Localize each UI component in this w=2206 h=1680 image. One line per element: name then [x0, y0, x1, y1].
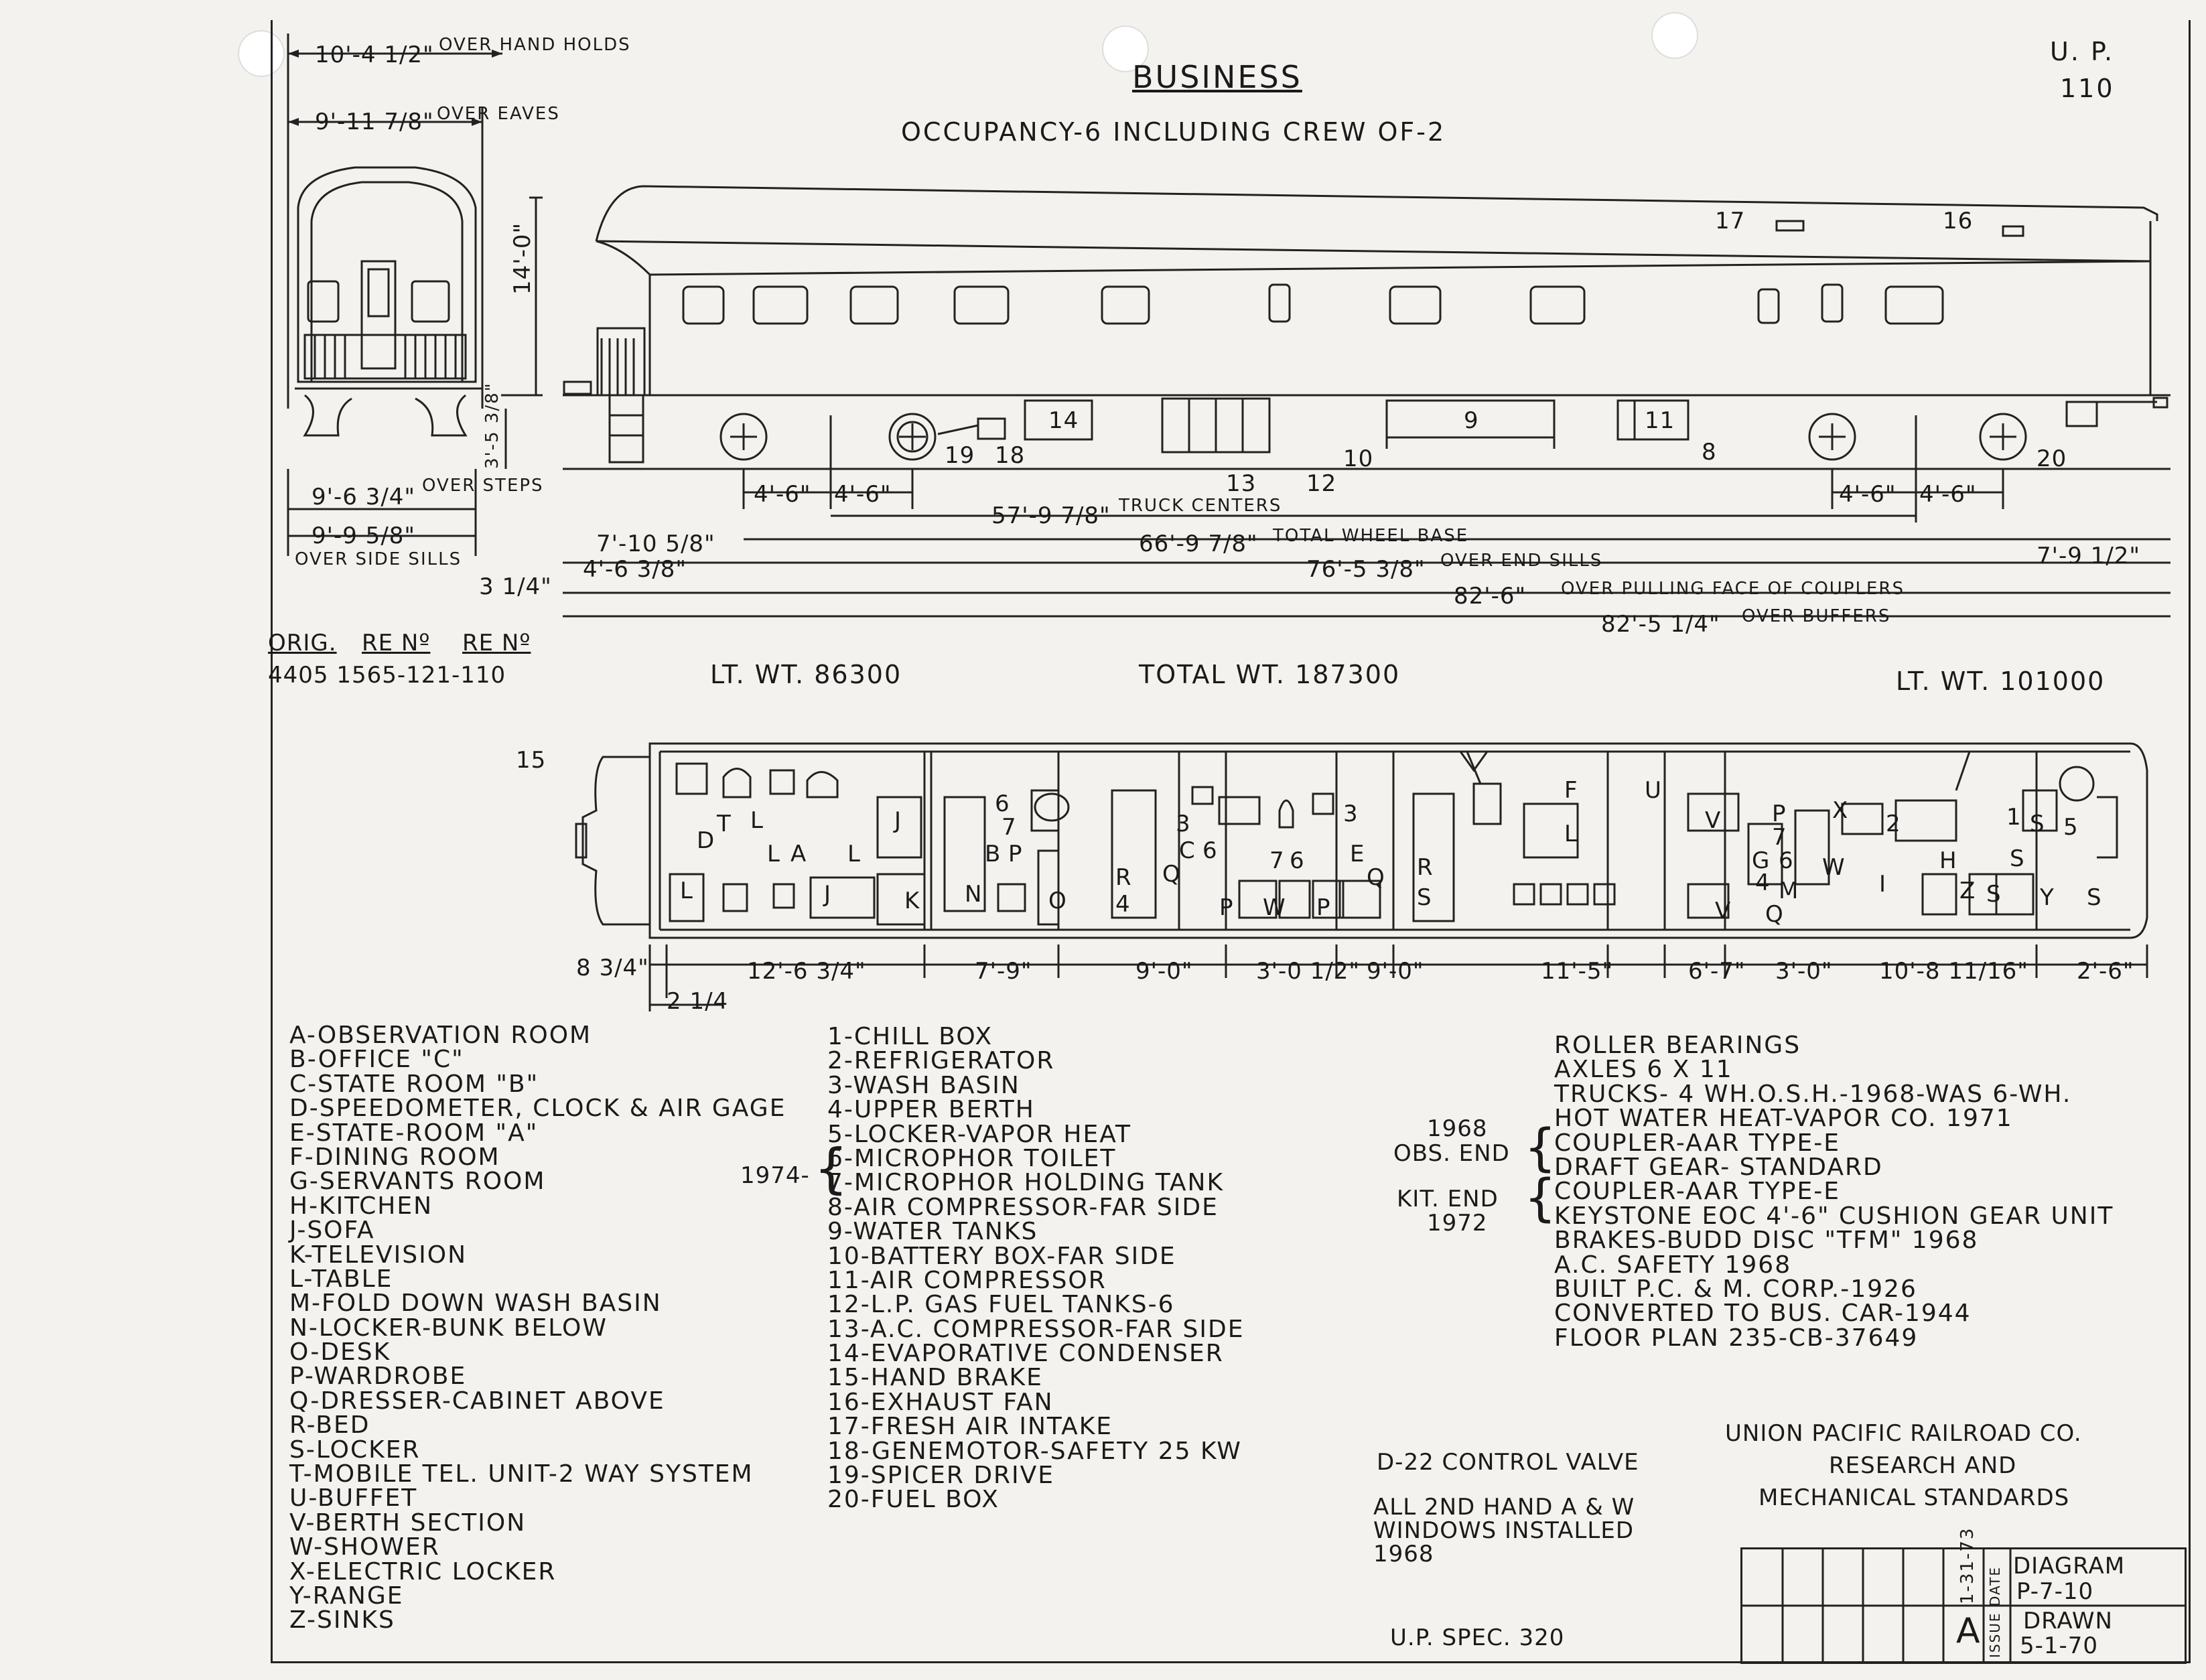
orig-number-label: ORIG.	[268, 630, 337, 656]
spec-item: FLOOR PLAN 235-CB-37649	[1554, 1324, 1919, 1352]
plan-letter-O: O	[1048, 888, 1067, 914]
spec-item: DRAFT GEAR- STANDARD	[1554, 1153, 1883, 1181]
over-eaves-label: OVER EAVES	[437, 104, 560, 124]
company-dept-2: MECHANICAL STANDARDS	[1759, 1484, 2070, 1511]
callout-10: 10	[1343, 445, 1374, 472]
plan-letter-R: R	[1115, 864, 1132, 891]
plan-dim-8: 3'-0"	[1775, 958, 1833, 985]
obs-end-brace: {	[1524, 1117, 1557, 1177]
over-side-sills-label: OVER SIDE SILLS	[295, 549, 462, 569]
plan-letter-P2: P	[1219, 894, 1234, 921]
plan-letter-S3: S	[2010, 845, 2025, 872]
plan-letter-Y: Y	[2040, 884, 2055, 911]
wheel-spacing-b2: 4'-6"	[1919, 481, 1977, 508]
legend-letter-item: E-STATE-ROOM "A"	[289, 1119, 539, 1147]
over-eaves-dim: 9'-11 7/8"	[315, 109, 434, 135]
total-weight: TOTAL WT. 187300	[1139, 660, 1401, 689]
car-height-dim: 14'-0"	[509, 222, 536, 295]
legend-number-item: 14-EVAPORATIVE CONDENSER	[827, 1340, 1224, 1368]
light-weight-right: LT. WT. 101000	[1896, 667, 2106, 696]
plan-letter-J: J	[824, 881, 832, 908]
legend-letter-item: K-TELEVISION	[289, 1241, 468, 1269]
plan-dim-6: 11'-5"	[1541, 958, 1614, 985]
callout-12: 12	[1306, 470, 1337, 497]
plan-letter-X: X	[1832, 797, 1849, 824]
legend-letter-item: Y-RANGE	[289, 1582, 404, 1610]
plan-letter-L2: L	[1564, 821, 1578, 847]
plan-letter-A: A	[790, 841, 807, 867]
plan-letter-G: G	[1752, 847, 1771, 874]
callout-9: 9	[1464, 407, 1479, 434]
road-name: U. P.	[2050, 37, 2115, 66]
legend-letter-item: P-WARDROBE	[289, 1362, 467, 1391]
legend-letter-item: Q-DRESSER-CABINET ABOVE	[289, 1387, 665, 1415]
over-end-sills-label: OVER END SILLS	[1440, 551, 1603, 571]
legend-letter-item: V-BERTH SECTION	[289, 1509, 527, 1537]
plan-number-2: 2	[1886, 811, 1901, 837]
wheel-spacing-a1: 4'-6"	[754, 481, 811, 508]
plan-dim-1: 12'-6 3/4"	[747, 958, 866, 985]
spec-number: U.P. SPEC. 320	[1390, 1624, 1565, 1651]
plan-letter-S5: S	[2087, 884, 2102, 911]
plan-letter-K: K	[904, 888, 920, 914]
legend-number-item: 17-FRESH AIR INTAKE	[827, 1413, 1113, 1441]
legend-letter-item: G-SERVANTS ROOM	[289, 1168, 546, 1196]
callout-18: 18	[995, 442, 1026, 469]
over-buffers-dim: 82'-5 1/4"	[1601, 611, 1720, 638]
left-small-dim: 3 1/4"	[479, 573, 552, 600]
legend-number-item: 4-UPPER BERTH	[827, 1096, 1035, 1124]
company-dept-1: RESEARCH AND	[1829, 1452, 2017, 1479]
control-valve-note: D-22 CONTROL VALVE	[1377, 1449, 1639, 1476]
plan-number-4b: 4	[1755, 869, 1771, 896]
spec-list	[1554, 1034, 2114, 1350]
legend-letter-item: U-BUFFET	[289, 1484, 418, 1513]
legend-number-item: 11-AIR COMPRESSOR	[827, 1266, 1107, 1294]
callout-8: 8	[1702, 439, 1717, 466]
occupancy-note: OCCUPANCY-6 INCLUDING CREW OF-2	[901, 117, 1446, 147]
spec-item: COUPLER-AAR TYPE-E	[1554, 1178, 1840, 1206]
left-overhang-1: 7'-10 5/8"	[596, 531, 715, 557]
legend-number-item: 15-HAND BRAKE	[827, 1364, 1043, 1392]
plan-number-3: 3	[1176, 811, 1191, 837]
over-end-sills-dim: 76'-5 3/8"	[1306, 556, 1426, 583]
callout-16: 16	[1943, 208, 1974, 234]
legend-number-item: 12-L.P. GAS FUEL TANKS-6	[827, 1291, 1175, 1319]
plan-letter-J: J	[894, 807, 902, 834]
legend-number-item: 10-BATTERY BOX-FAR SIDE	[827, 1242, 1176, 1270]
legend-number-item: 20-FUEL BOX	[827, 1486, 999, 1514]
over-hand-holds-label: OVER HAND HOLDS	[439, 35, 631, 55]
legend-number-item: 7-MICROPHOR HOLDING TANK	[827, 1169, 1225, 1197]
plan-dim-5: 9'-0"	[1367, 958, 1424, 985]
plan-letter-D: D	[697, 827, 715, 854]
callout-11: 11	[1645, 407, 1675, 434]
obs-end-label: OBS. END	[1393, 1140, 1510, 1167]
legend-letter-item: C-STATE ROOM "B"	[289, 1070, 539, 1098]
issue-letter: A	[1956, 1611, 1980, 1651]
issue-date-label: ISSUE DATE	[1987, 1566, 2003, 1658]
right-overhang-dim: 7'-9 1/2"	[2037, 543, 2141, 569]
plan-number-4: 4	[1115, 891, 1131, 918]
legend-number-item: 18-GENEMOTOR-SAFETY 25 KW	[827, 1437, 1242, 1465]
legend-letter-item: X-ELECTRIC LOCKER	[289, 1557, 557, 1586]
plan-letter-I: I	[1879, 871, 1887, 898]
plan-dim-7: 6'-7"	[1688, 958, 1746, 985]
diagram-title: BUSINESS	[1132, 59, 1302, 95]
plan-letter-S: S	[1417, 884, 1432, 911]
light-weight-left: LT. WT. 86300	[710, 660, 902, 689]
plan-letter-F: F	[1564, 777, 1578, 804]
legend-letters	[289, 1024, 786, 1633]
plan-dim-9: 10'-8 11/16"	[1879, 958, 2028, 985]
plan-letter-L: L	[750, 807, 764, 834]
callout-19: 19	[945, 442, 975, 469]
callout-13: 13	[1226, 470, 1257, 497]
plan-number-7b: 7	[1269, 847, 1285, 874]
plan-number-6c: 6	[1290, 847, 1305, 874]
spec-item: KEYSTONE EOC 4'-6" CUSHION GEAR UNIT	[1554, 1202, 2114, 1230]
plan-letter-S2: S	[2030, 811, 2045, 837]
legend-number-item: 8-AIR COMPRESSOR-FAR SIDE	[827, 1193, 1219, 1221]
plan-letter-L: L	[847, 841, 861, 867]
diagram-label: DIAGRAM	[2013, 1553, 2126, 1580]
plan-letter-B: B	[985, 841, 1002, 867]
plan-letter-C: C	[1179, 837, 1196, 864]
legend-number-item: 5-LOCKER-VAPOR HEAT	[827, 1120, 1132, 1148]
kit-end-label: KIT. END	[1397, 1186, 1499, 1212]
spec-item: AXLES 6 X 11	[1554, 1056, 1733, 1084]
plan-letter-Q: Q	[1162, 861, 1181, 888]
legend-letter-item: M-FOLD DOWN WASH BASIN	[289, 1289, 662, 1318]
plan-letter-P4: P	[1772, 800, 1787, 827]
legend-letter-item: S-LOCKER	[289, 1436, 421, 1464]
plan-dim-10: 2'-6"	[2077, 958, 2134, 985]
callout-20: 20	[2037, 445, 2067, 472]
windows-note-2: WINDOWS INSTALLED	[1373, 1517, 1635, 1544]
legend-letter-item: H-KITCHEN	[289, 1192, 433, 1220]
over-hand-holds-dim: 10'-4 1/2"	[315, 42, 434, 68]
diagram-number: P-7-10	[2016, 1578, 2094, 1605]
plan-number-6: 6	[995, 790, 1010, 817]
over-couplers-dim: 82'-6"	[1454, 583, 1527, 610]
spec-item: A.C. SAFETY 1968	[1554, 1251, 1792, 1279]
drawn-date: 5-1-70	[2020, 1632, 2099, 1659]
plan-letter-U: U	[1645, 777, 1662, 804]
plan-letter-W2: W	[1822, 854, 1846, 881]
legend-1974-brace: {	[814, 1137, 848, 1200]
spec-item: CONVERTED TO BUS. CAR-1944	[1554, 1300, 1972, 1328]
plan-number-6d: 6	[1779, 847, 1794, 874]
issue-date: 1-31-73	[1957, 1527, 1978, 1604]
plan-dim-3: 9'-0"	[1135, 958, 1193, 985]
callout-14: 14	[1048, 407, 1079, 434]
plan-letter-Q2: Q	[1367, 864, 1385, 891]
plan-letter-E: E	[1350, 841, 1365, 867]
legend-letter-item: B-OFFICE "C"	[289, 1046, 464, 1074]
wheel-spacing-b1: 4'-6"	[1839, 481, 1897, 508]
over-steps-label: OVER STEPS	[422, 476, 544, 496]
plan-dim-2: 7'-9"	[975, 958, 1032, 985]
over-couplers-label: OVER PULLING FACE OF COUPLERS	[1561, 579, 1905, 599]
legend-letter-item: D-SPEEDOMETER, CLOCK & AIR GAGE	[289, 1095, 786, 1123]
drawn-label: DRAWN	[2023, 1608, 2113, 1634]
company-name: UNION PACIFIC RAILROAD CO.	[1725, 1420, 2082, 1447]
truck-centers-label: TRUCK CENTERS	[1119, 496, 1282, 516]
legend-letter-item: T-MOBILE TEL. UNIT-2 WAY SYSTEM	[289, 1460, 754, 1488]
plan-letter-V2: V	[1715, 898, 1732, 924]
plan-number-6b: 6	[1202, 837, 1218, 864]
legend-letter-item: L-TABLE	[289, 1265, 393, 1293]
car-number: 110	[2060, 74, 2115, 103]
legend-letter-item: R-BED	[289, 1411, 370, 1440]
plan-number-3b: 3	[1343, 800, 1359, 827]
over-steps-dim: 9'-6 3/4"	[312, 484, 416, 510]
over-buffers-label: OVER BUFFERS	[1742, 606, 1891, 626]
plan-number-5: 5	[2063, 814, 2079, 841]
plan-dim-small: 2 1/4	[667, 988, 729, 1015]
windows-note-1: ALL 2ND HAND A & W	[1373, 1494, 1635, 1521]
plan-letter-P: P	[1008, 841, 1023, 867]
plan-letter-L: L	[680, 878, 693, 904]
spec-item: BUILT P.C. & M. CORP.-1926	[1554, 1275, 1917, 1303]
total-wheel-base-dim: 66'-9 7/8"	[1139, 531, 1258, 557]
kit-end-brace: {	[1524, 1168, 1557, 1227]
truck-centers-dim: 57'-9 7/8"	[991, 502, 1111, 529]
spec-item: COUPLER-AAR TYPE-E	[1554, 1129, 1840, 1157]
callout-17: 17	[1715, 208, 1746, 234]
legend-number-item: 1-CHILL BOX	[827, 1023, 993, 1050]
over-side-sills-dim: 9'-9 5/8"	[312, 522, 416, 549]
legend-number-item: 13-A.C. COMPRESSOR-FAR SIDE	[827, 1315, 1245, 1343]
legend-1974-bracket-label: 1974-	[740, 1162, 810, 1189]
plan-letter-N: N	[965, 881, 983, 908]
re-number-label-2: RE Nº	[462, 630, 531, 656]
legend-number-item: 6-MICROPHOR TOILET	[827, 1144, 1117, 1172]
legend-letter-item: O-DESK	[289, 1338, 391, 1367]
legend-number-item: 2-REFRIGERATOR	[827, 1047, 1055, 1075]
windows-note-3: 1968	[1373, 1541, 1434, 1567]
car-number-history: 4405 1565-121-110	[268, 662, 506, 689]
plan-letter-V: V	[1705, 807, 1722, 834]
legend-letter-item: W-SHOWER	[289, 1533, 440, 1561]
legend-number-item: 3-WASH BASIN	[827, 1071, 1020, 1099]
plan-number-7: 7	[1002, 814, 1017, 841]
total-wheel-base-label: TOTAL WHEEL BASE	[1273, 526, 1469, 546]
plan-letter-Q3: Q	[1765, 901, 1784, 928]
legend-letter-item: J-SOFA	[289, 1216, 375, 1245]
side-elevation-drawing	[549, 174, 2184, 656]
legend-numbers	[827, 1025, 1244, 1513]
legend-number-item: 9-WATER TANKS	[827, 1218, 1038, 1246]
plan-number-7c: 7	[1772, 824, 1787, 851]
plan-letter-S4: S	[1986, 881, 2002, 908]
plan-letter-P3: P	[1316, 894, 1331, 921]
re-number-label-1: RE Nº	[362, 630, 431, 656]
plan-letter-R2: R	[1417, 854, 1434, 881]
legend-letter-item: N-LOCKER-BUNK BELOW	[289, 1314, 608, 1342]
spec-item: HOT WATER HEAT-VAPOR CO. 1971	[1554, 1105, 2013, 1133]
spec-item: ROLLER BEARINGS	[1554, 1032, 1801, 1059]
plan-letter-Z: Z	[1959, 878, 1976, 904]
plan-letter-L: L	[767, 841, 780, 867]
kit-end-year: 1972	[1427, 1210, 1488, 1237]
legend-number-item: 16-EXHAUST FAN	[827, 1388, 1054, 1416]
legend-letter-item: F-DINING ROOM	[289, 1143, 500, 1171]
left-overhang-2: 4'-6 3/8"	[583, 556, 687, 583]
spec-item: BRAKES-BUDD DISC "TFM" 1968	[1554, 1227, 1979, 1255]
obs-end-year: 1968	[1427, 1115, 1488, 1142]
legend-number-item: 19-SPICER DRIVE	[827, 1462, 1055, 1490]
plan-letter-W: W	[1263, 894, 1286, 921]
plan-letter-H: H	[1939, 847, 1957, 874]
legend-letter-item: Z-SINKS	[289, 1606, 395, 1634]
plan-number-1: 1	[2006, 804, 2022, 831]
plan-dim-0: 8 3/4"	[576, 955, 649, 981]
wheel-spacing-a2: 4'-6"	[834, 481, 892, 508]
plan-dim-4: 3'-0 1/2"	[1256, 958, 1361, 985]
legend-letter-item: A-OBSERVATION ROOM	[289, 1022, 592, 1049]
plan-letter-M: M	[1779, 878, 1799, 904]
sill-height-dim: 3'-5 3/8"	[482, 382, 502, 469]
spec-item: TRUCKS- 4 WH.O.S.H.-1968-WAS 6-WH.	[1554, 1080, 2072, 1108]
plan-letter-T: T	[717, 811, 732, 837]
callout-15: 15	[516, 747, 547, 774]
